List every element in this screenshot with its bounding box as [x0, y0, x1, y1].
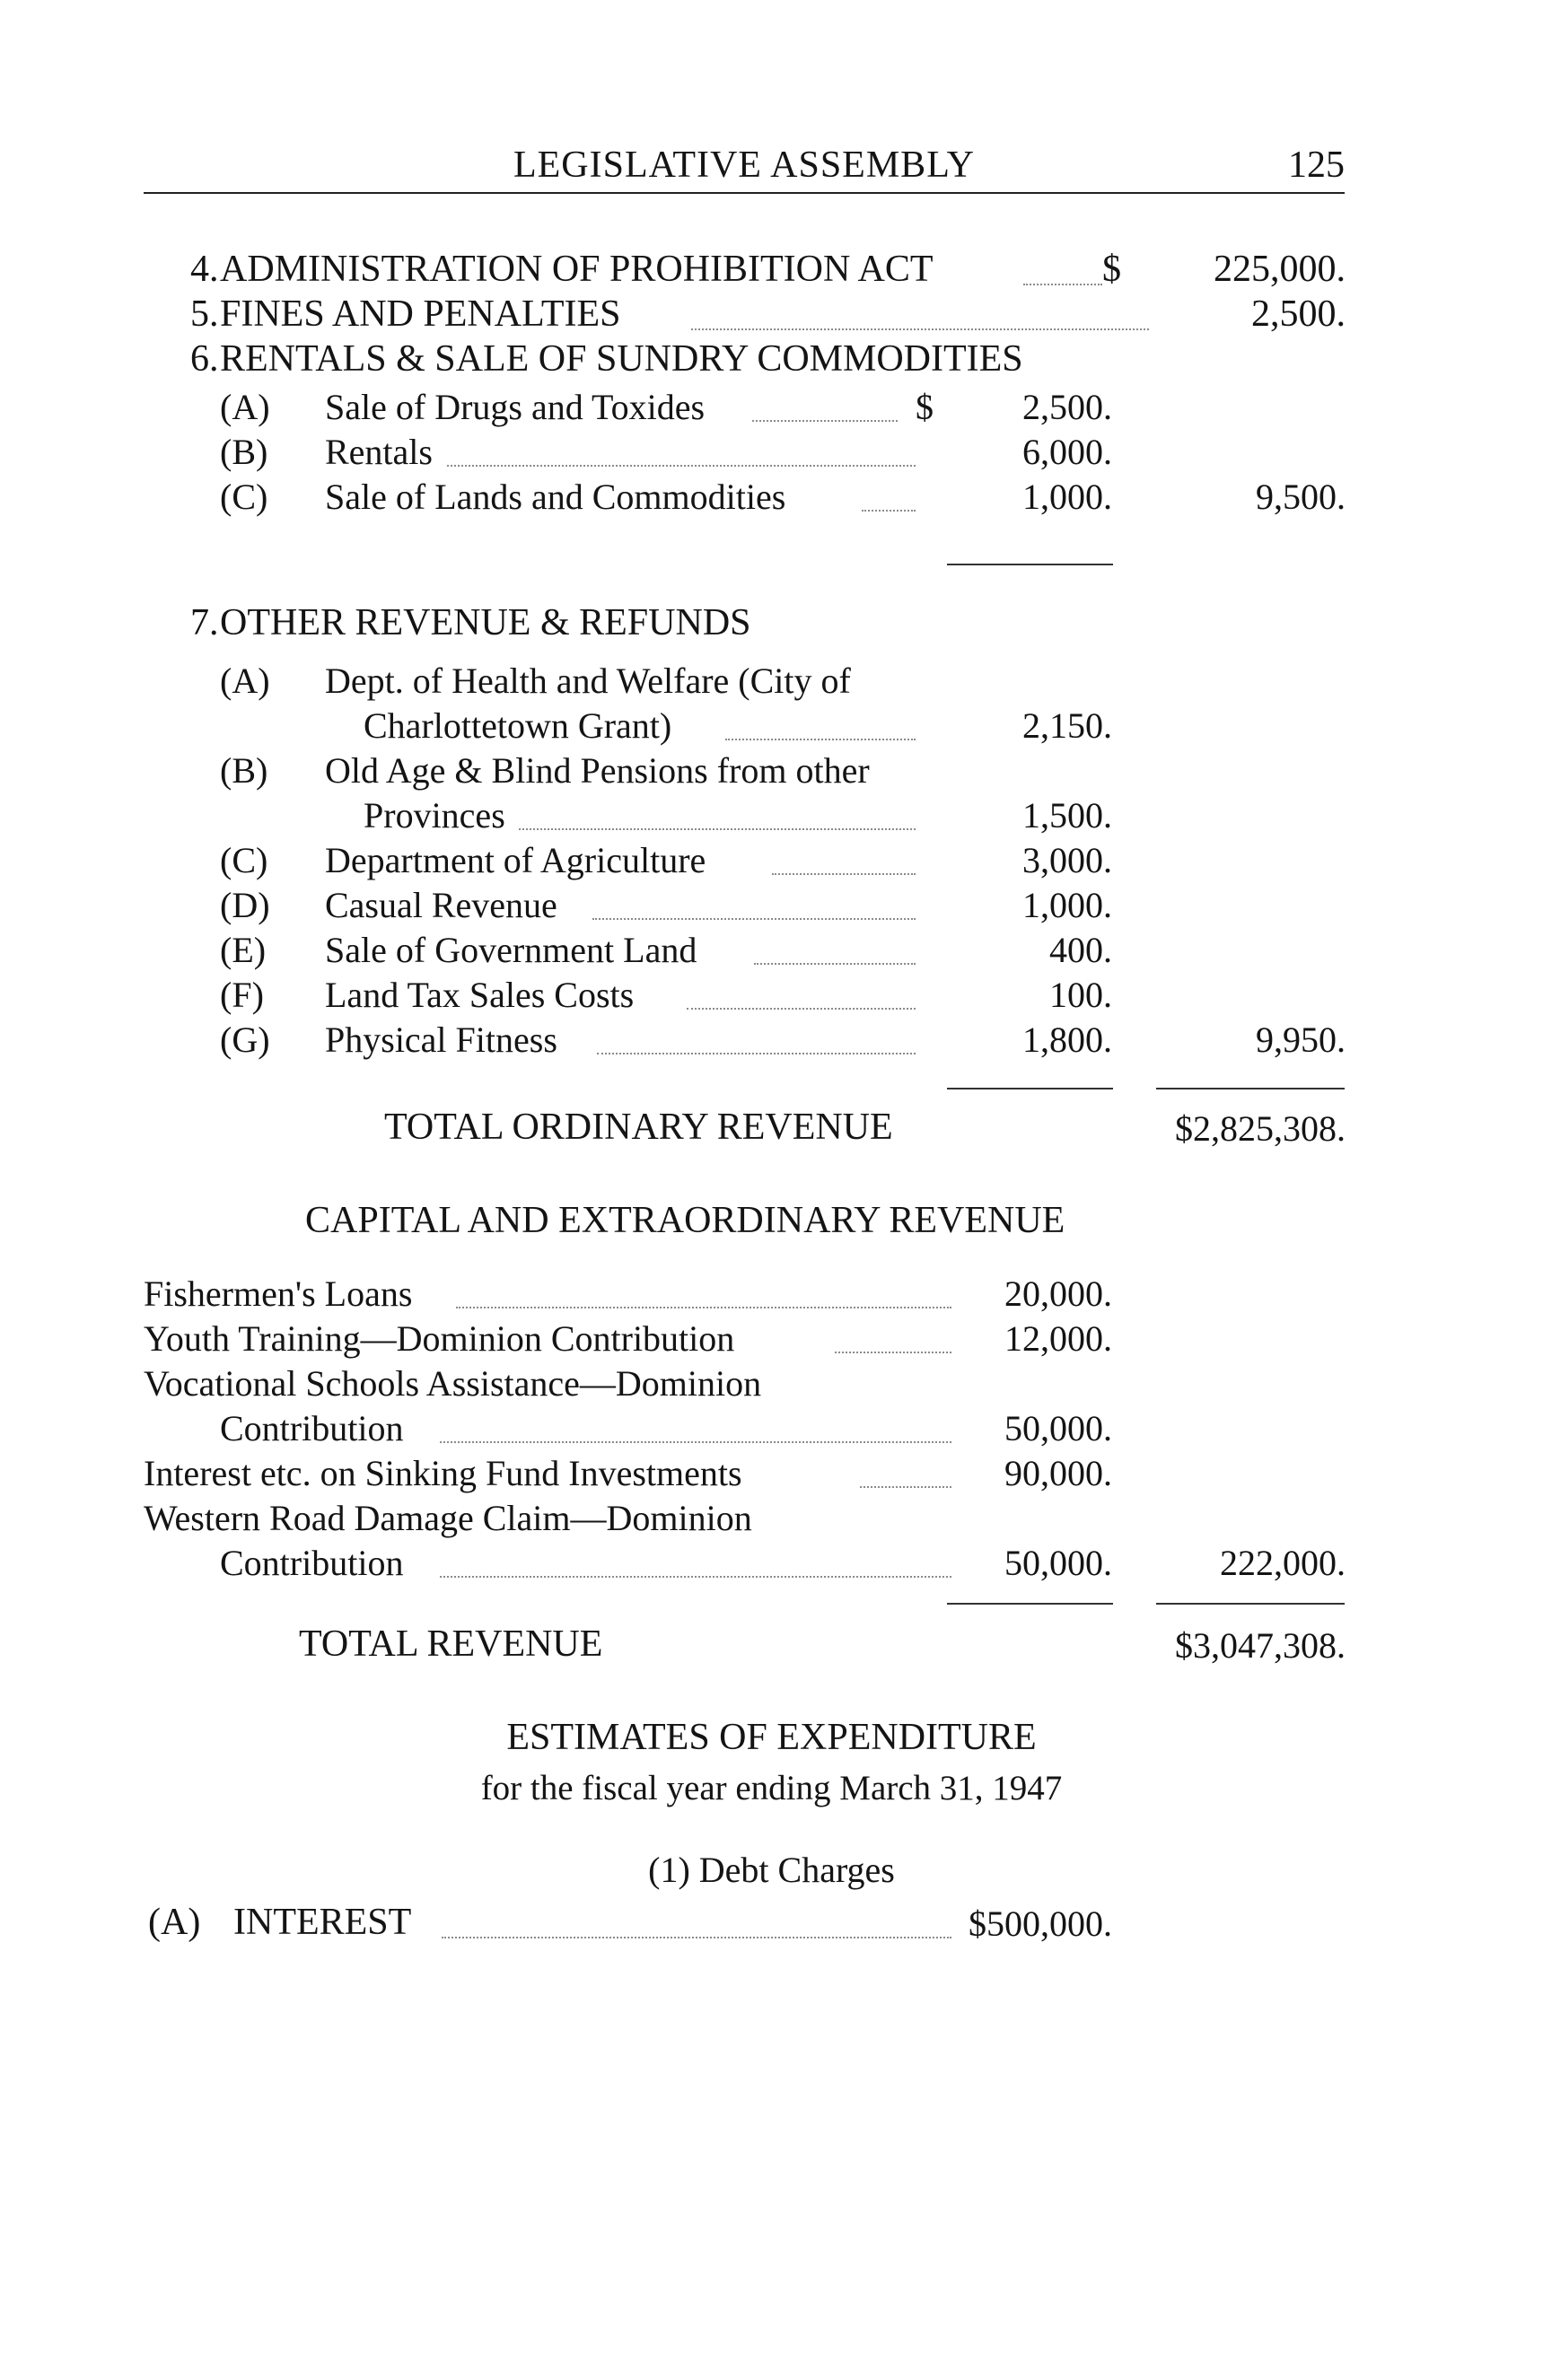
sub-label-line2: Provinces: [364, 795, 505, 836]
subtotal-rule: [1156, 1603, 1345, 1605]
sub-label: Sale of Drugs and Toxides: [325, 387, 706, 427]
dotted-leader: [725, 739, 916, 740]
sub-amount: 6,000.: [1022, 432, 1112, 472]
sub-letter: (G): [220, 1019, 270, 1060]
sub-label-line1: Old Age & Blind Pensions from other: [325, 750, 870, 791]
item-number: 7.: [190, 602, 219, 643]
dotted-leader: [687, 1008, 916, 1010]
sub-amount: 2,150.: [1022, 705, 1112, 746]
sub-letter: (E): [220, 930, 267, 970]
dotted-leader: [1023, 284, 1102, 285]
capital-row-amount: 12,000.: [1004, 1318, 1112, 1359]
sub-amount: 1,000.: [1022, 885, 1112, 925]
sub-amount: 2,500.: [1022, 387, 1112, 427]
sub-letter: (B): [220, 432, 268, 472]
subtotal-rule: [947, 564, 1113, 565]
capital-row-amount: 90,000.: [1004, 1453, 1112, 1493]
capital-heading: CAPITAL AND EXTRAORDINARY REVENUE: [305, 1200, 1065, 1241]
item-total: 9,950.: [1256, 1019, 1346, 1060]
dotted-leader: [691, 328, 1149, 330]
debt-charges-heading: (1) Debt Charges: [648, 1850, 895, 1890]
running-header-title: LEGISLATIVE ASSEMBLY: [513, 144, 975, 186]
capital-row-label-line2: Contribution: [220, 1408, 404, 1448]
dotted-leader: [752, 420, 898, 422]
dotted-leader: [456, 1307, 951, 1308]
interest-amount: $500,000.: [969, 1903, 1112, 1944]
dotted-leader: [835, 1352, 951, 1353]
sub-amount: 3,000.: [1022, 840, 1112, 880]
item-label: ADMINISTRATION OF PROHIBITION ACT: [220, 249, 934, 290]
capital-row-label: Fishermen's Loans: [144, 1273, 413, 1314]
dotted-leader: [440, 1441, 951, 1443]
dotted-leader: [597, 1053, 916, 1054]
item-number: 6.: [190, 338, 219, 380]
sub-label-line1: Dept. of Health and Welfare (City of: [325, 661, 851, 701]
item-label: OTHER REVENUE & REFUNDS: [220, 602, 751, 643]
item-dollar-sign: $: [1102, 249, 1121, 290]
item-number: 4.: [190, 249, 219, 290]
item-total: 2,500.: [1251, 293, 1346, 335]
capital-row-label: Interest etc. on Sinking Fund Investments: [144, 1453, 742, 1493]
capital-row-amount: 20,000.: [1004, 1273, 1112, 1314]
sub-letter: (C): [220, 477, 268, 517]
dotted-leader: [860, 1486, 951, 1488]
dotted-leader: [447, 465, 916, 467]
total-revenue-amount: $3,047,308.: [1175, 1625, 1346, 1666]
sub-amount: 1,000.: [1022, 477, 1112, 517]
sub-letter: (B): [220, 750, 268, 791]
total-ordinary-label: TOTAL ORDINARY REVENUE: [384, 1107, 893, 1148]
item-label: FINES AND PENALTIES: [220, 293, 621, 335]
sub-letter: (F): [220, 975, 264, 1015]
item-total: 9,500.: [1256, 477, 1346, 517]
page-number: 125: [1288, 144, 1345, 186]
interest-letter: (A): [148, 1902, 201, 1943]
capital-row-label: Youth Training—Dominion Contribution: [144, 1318, 735, 1359]
sub-amount: 1,500.: [1022, 795, 1112, 836]
sub-amount: 400.: [1049, 930, 1112, 970]
sub-dollar-sign: $: [916, 387, 934, 427]
sub-label: Rentals: [325, 432, 433, 472]
capital-row-label-line2: Contribution: [220, 1543, 404, 1583]
sub-letter: (C): [220, 840, 268, 880]
dotted-leader: [592, 918, 916, 920]
capital-row-amount: 50,000.: [1004, 1408, 1112, 1448]
item-total: 225,000.: [1214, 249, 1346, 290]
dotted-leader: [442, 1937, 951, 1938]
expenditure-heading: ESTIMATES OF EXPENDITURE: [506, 1717, 1037, 1758]
sub-label: Land Tax Sales Costs: [325, 975, 635, 1015]
item-label: RENTALS & SALE OF SUNDRY COMMODITIES: [220, 338, 1023, 380]
total-ordinary-amount: $2,825,308.: [1175, 1108, 1346, 1149]
dotted-leader: [754, 963, 916, 965]
sub-label: Department of Agriculture: [325, 840, 706, 880]
subtotal-rule: [947, 1603, 1113, 1605]
dotted-leader: [862, 510, 916, 512]
sub-amount: 1,800.: [1022, 1019, 1112, 1060]
sub-letter: (A): [220, 661, 270, 701]
expenditure-subheading: for the fiscal year ending March 31, 1947: [480, 1769, 1063, 1807]
sub-amount: 100.: [1049, 975, 1112, 1015]
dotted-leader: [440, 1576, 951, 1578]
item-number: 5.: [190, 293, 219, 335]
interest-label: INTEREST: [233, 1902, 412, 1943]
sub-label: Physical Fitness: [325, 1019, 557, 1060]
dotted-leader: [772, 873, 916, 875]
sub-letter: (A): [220, 387, 270, 427]
capital-row-label-line1: Western Road Damage Claim—Dominion: [144, 1498, 752, 1538]
capital-row-amount: 50,000.: [1004, 1543, 1112, 1583]
subtotal-rule: [1156, 1088, 1345, 1089]
sub-label: Sale of Lands and Commodities: [325, 477, 786, 517]
sub-label-line2: Charlottetown Grant): [364, 705, 672, 746]
subtotal-rule: [947, 1088, 1113, 1089]
capital-total: 222,000.: [1220, 1543, 1346, 1583]
dotted-leader: [519, 828, 916, 830]
capital-row-label-line1: Vocational Schools Assistance—Dominion: [144, 1363, 762, 1404]
total-revenue-label: TOTAL REVENUE: [299, 1623, 603, 1665]
sub-letter: (D): [220, 885, 270, 925]
sub-label: Casual Revenue: [325, 885, 557, 925]
running-header: [144, 136, 1345, 194]
sub-label: Sale of Government Land: [325, 930, 697, 970]
